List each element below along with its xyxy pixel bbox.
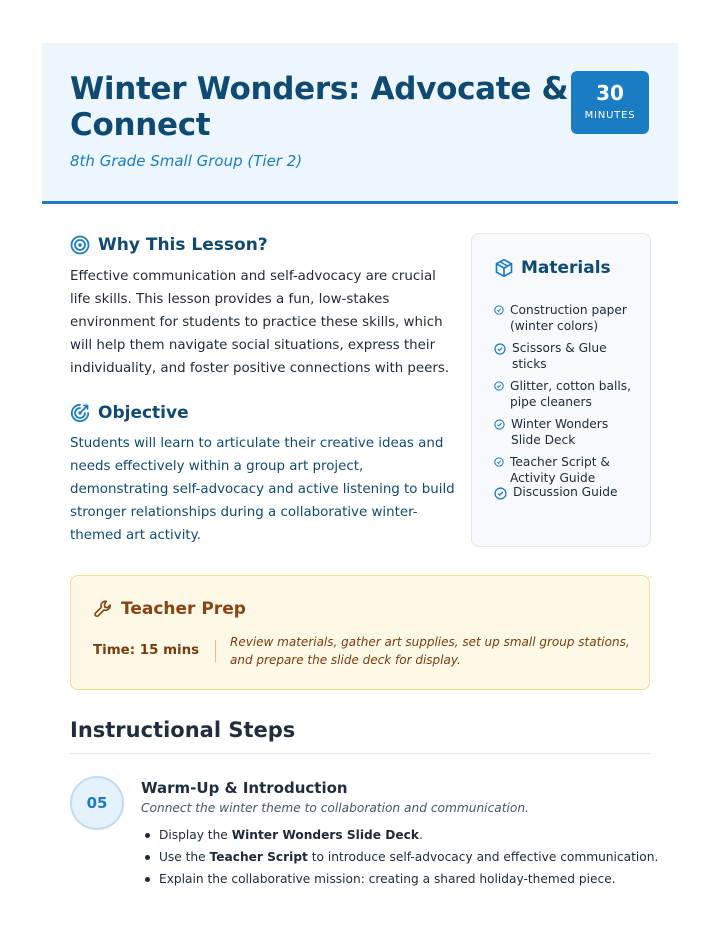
lesson-page: [42, 43, 678, 886]
check-circle-icon: [494, 343, 506, 355]
objective-heading-label: Objective: [98, 403, 189, 423]
step-bullet-list: [141, 824, 658, 890]
prep-divider: [215, 640, 216, 662]
prep-time: Time: 15 mins: [93, 643, 200, 658]
target-arrow-icon: [70, 403, 90, 423]
why-heading-label: Why This Lesson?: [98, 235, 268, 255]
check-circle-icon: [494, 305, 504, 315]
list-item: Use the Teacher Script to introduce self-advocacy and effective communication.: [141, 846, 658, 868]
list-item: [494, 454, 620, 486]
lesson-title: Winter Wonders: Advocate & Connect: [70, 71, 569, 143]
material-item-label: Discussion Guide: [513, 485, 618, 499]
target-icon: [70, 235, 90, 255]
list-item: Explain the collaborative mission: creating a shared holiday-themed piece.: [141, 868, 658, 890]
steps-title: Instructional Steps: [70, 718, 296, 742]
materials-card: [471, 233, 651, 547]
material-item-label: Scissors & Glue sticks: [512, 341, 607, 371]
teacher-prep-heading-label: Teacher Prep: [121, 599, 246, 619]
teacher-prep-heading: [93, 599, 246, 619]
step-number-badge: 05: [70, 776, 124, 830]
check-circle-icon: [494, 381, 504, 391]
material-item-label: Glitter, cotton balls, pipe cleaners: [510, 379, 632, 409]
check-circle-icon: [494, 487, 507, 500]
prep-description: Review materials, gather art supplies, set up small group stations, and prepare the slide deck for display.: [230, 635, 630, 667]
wrench-icon: [93, 599, 113, 619]
step-subtitle: Connect the winter theme to collaboration and communication.: [141, 801, 529, 815]
materials-heading-label: Materials: [521, 258, 611, 278]
list-item: [494, 340, 622, 372]
duration-value: 30: [596, 81, 624, 105]
check-circle-icon: [494, 457, 504, 467]
lesson-header: [42, 43, 678, 204]
objective-text: Students will learn to articulate their creative ideas and needs effectively within a group art project, demonstrating self-advocacy and active listening to build stronger relationships during a collaborative winter-themed art activity.: [70, 436, 455, 543]
material-item-label: Teacher Script & Activity Guide: [510, 455, 610, 485]
list-item: [494, 416, 621, 448]
list-item: [494, 484, 645, 500]
steps-divider: [70, 753, 650, 754]
list-item: [494, 302, 642, 334]
duration-unit: MINUTES: [584, 110, 636, 121]
material-item-label: Construction paper (winter colors): [510, 303, 627, 333]
why-text: Effective communication and self-advocacy are crucial life skills. This lesson provides a fun, low-stakes environment for students to practice these skills, which will help them navigate social situations, express their individuality, and foster positive connections with peers.: [70, 269, 450, 376]
step-title: Warm-Up & Introduction: [141, 779, 348, 797]
list-item: Display the Winter Wonders Slide Deck.: [141, 824, 658, 846]
material-item-label: Winter Wonders Slide Deck: [511, 417, 609, 447]
why-heading: [70, 235, 268, 255]
box-icon: [494, 258, 514, 278]
list-item: [494, 378, 642, 410]
teacher-prep-card: [70, 575, 650, 690]
objective-heading: [70, 403, 189, 423]
duration-badge: [571, 71, 649, 134]
check-circle-icon: [494, 419, 505, 430]
lesson-subtitle: 8th Grade Small Group (Tier 2): [70, 152, 303, 170]
materials-heading: [494, 258, 611, 278]
